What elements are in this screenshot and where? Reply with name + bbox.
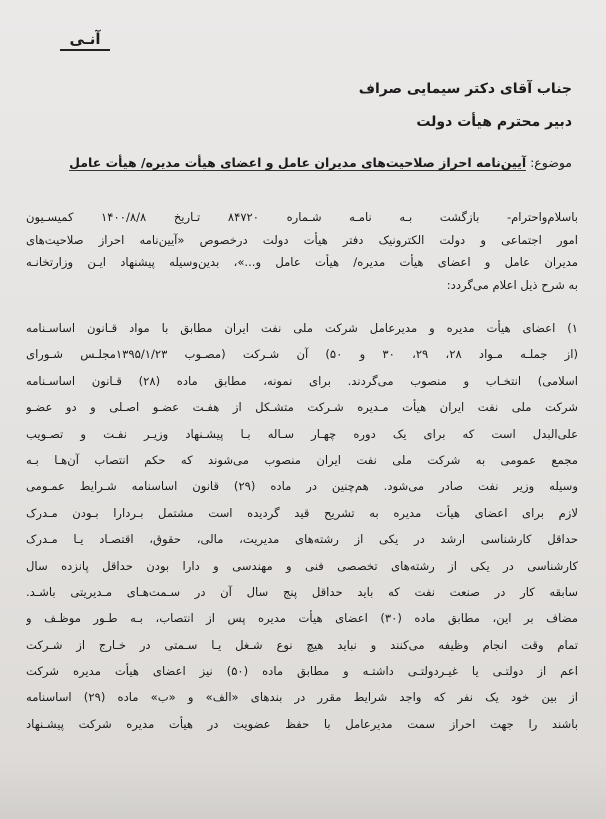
intro-line: به شرح ذیل اعلام می‌گردد: (446, 277, 578, 292)
intro-line: باسلام‌واحترام- بازگشت بـه نامـه شـماره ۸۴۷۲۰ تـاریخ ۱۴۰۰/۸/۸ کمیسـیون (26, 210, 578, 224)
item-1-line: از بین خود یک نفر که واجد شرایط مقرر در بندهای «الف» و «ب» ماده (۲۹) اساسنامه (26, 690, 578, 705)
item-1-line: باشند را جهت احراز سمت مدیرعامل با حفظ عضویت در هیأت مدیره شرکت پیشـنهاد (26, 716, 578, 731)
subject-text: آیین‌نامه احراز صلاحیت‌های مدیران عامل و اعضای هیأت مدیره/ هیأت عامل (69, 155, 527, 170)
subject-line (69, 155, 572, 170)
item-1-line: اسلامی) انتخـاب و منصوب می‌گردند. برای نمونه، مطابق ماده (۲۸) قـانون اساسـنامه (26, 373, 578, 388)
item-1-line: (از جملـه مـواد ۲۸، ۲۹، ۳۰ و ۵۰) آن شـرکت (مصـوب ۱۳۹۵/۱/۲۳مجلـس شـورای (26, 347, 578, 362)
subject-label: موضوع: (530, 155, 572, 170)
intro-paragraph (26, 206, 578, 296)
item-1-line: تمام وقت انجام وظیفه می‌کنند و نباید هیچ نوع شـغل یـا سـمتی در خـارج از شـرکت (26, 637, 578, 652)
item-1-line: سابقه کار در صنعت نفت که باید حداقل پنج سال آن در سـمت‌هـای مـدیریتی باشـد. (26, 584, 578, 599)
item-1-line: کارشناسی در یکی از رشته‌های تخصصی فنی و مهندسی و دارا بودن حداقل پانزده سال (26, 558, 578, 573)
item-1-paragraph (26, 315, 578, 737)
item-1-line: مجمع عمومی به شرکت ملی نفت ایران منصوب می‌شوند که حکم انتصاب آن‌هـا بـه (26, 452, 578, 467)
intro-line: مدیران عامل و اعضای هیأت مدیره/ هیأت عامل و...»، بدین‌وسیله پیشنهاد ایـن وزارتخانـه (26, 255, 578, 269)
item-1-line: علی‌البدل است که برای یک دوره چهـار سـاله بـا پیشـنهاد وزیـر نفـت و تصـویب (26, 426, 578, 441)
addressee-name: جناب آقای دکتر سیمایی صراف (358, 81, 572, 97)
addressee-title: دبیر محترم هیأت دولت (416, 114, 572, 130)
paper-shading (0, 759, 606, 819)
item-1-line: شرکت ملی نفت ایران هیأت مـدیره شـرکت متشـکل از هفـت عضـو اصـلی و دو عضـو (26, 400, 578, 415)
item-1-line: لازم برای اعضای هیأت مدیره به تشریح قید گردیده است مشتمل بـردارا بـودن مـدرک (26, 505, 578, 520)
item-1-line: اعم از دولتـی یا غیـردولتـی داشتـه و مطابق ماده (۵۰) نیز اعضای هیأت مدیره شرکت (26, 664, 578, 679)
urgency-mark: آنـی (60, 30, 110, 51)
item-1-line: مضاف بر این، مطابق ماده (۳۰) اعضای هیأت مدیره پس از انتصاب، بـه طـور موظـف و (26, 611, 578, 626)
intro-line: امور اجتماعی و دولت الکترونیک دفتر هیأت دولت درخصوص «آیین‌نامه احراز صلاحیت‌های (26, 232, 578, 247)
item-1-line: حداقل کارشناسی ارشد در یکی از رشته‌های مدیریت، مالی، حقوق، اقتصـاد یـا مـدرک (26, 532, 578, 547)
item-1-line: ۱) اعضای هیأت مدیره و مدیرعامل شرکت ملی نفت ایران مطابق با مواد قـانون اساسـنامه (26, 321, 578, 335)
item-1-line: وسیله وزیر نفت صادر می‌شود. هم‌چنین در ماده (۲۹) قانون اساسنامه شـرایط عمـومی (26, 479, 578, 494)
